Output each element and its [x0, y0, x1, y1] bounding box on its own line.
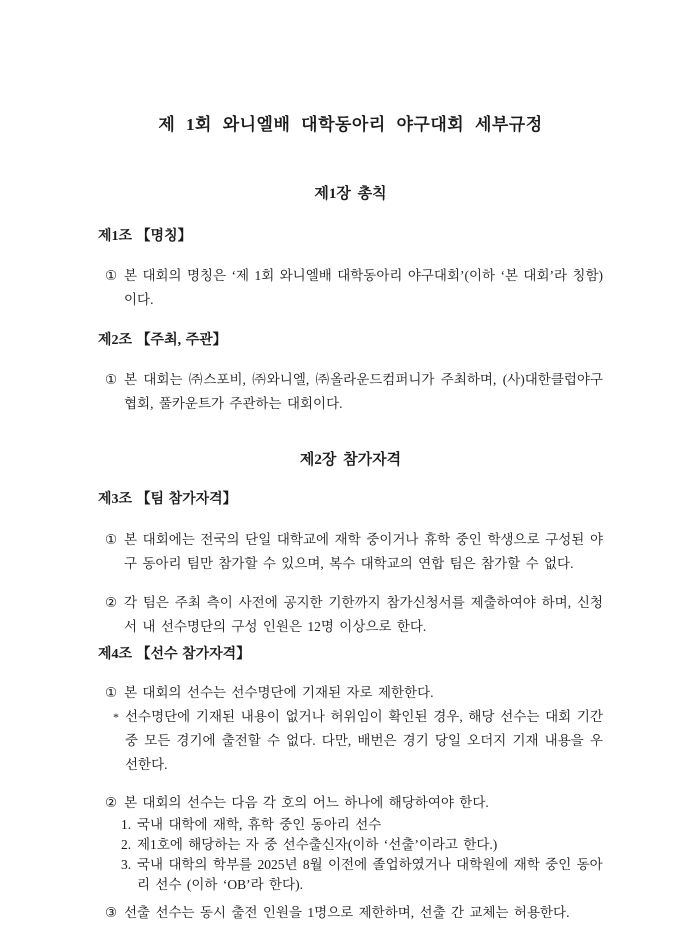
- article-2-heading: 제2조 【주최, 주관】: [98, 333, 227, 348]
- article-4-clause-2: [98, 791, 603, 895]
- chapter-2-title: 제2장 참가자격: [299, 452, 402, 468]
- list-item-text: 국내 대학에 재학, 휴학 중인 동아리 선수: [137, 817, 382, 832]
- clause-number-icon: ②: [105, 595, 118, 610]
- article-4-heading: 제4조 【선수 참가자격】: [98, 647, 251, 662]
- clause-text: 본 대회의 선수는 다음 각 호의 어느 하나에 해당하여야 한다.: [124, 795, 489, 810]
- list-item-number: 1.: [121, 817, 132, 832]
- clause-text: 본 대회의 선수는 선수명단에 기재된 자로 제한한다.: [124, 685, 434, 700]
- clause-number-icon: ①: [105, 532, 118, 547]
- clause-row: [98, 791, 603, 815]
- list-item: [121, 835, 603, 855]
- clause-footnote: [98, 705, 603, 777]
- article-3-clause-1: [98, 528, 603, 576]
- clause-row: [98, 528, 603, 576]
- list-item-number: 2.: [121, 837, 132, 852]
- article-1-clause-1: [98, 264, 603, 312]
- chapter-1-title: 제1장 총칙: [314, 186, 387, 202]
- clause-row: [98, 368, 603, 416]
- list-item: [121, 855, 603, 895]
- article-4-clause-1: [98, 681, 603, 777]
- asterisk-icon: *: [113, 710, 119, 724]
- chapter-general-provisions: [98, 185, 603, 416]
- list-item-text: 국내 대학의 학부를 2025년 8월 이전에 졸업하였거나 대학원에 재학 중인 동아리 선수 (이하 ‘OB’라 한다).: [137, 857, 603, 892]
- clause-row: [98, 901, 603, 925]
- clause-row: [98, 264, 603, 312]
- article-3-clause-2: [98, 591, 603, 639]
- list-item-text: 제1호에 해당하는 자 중 선수출신자(이하 ‘선출’이라고 한다.): [137, 837, 498, 852]
- chapter-eligibility: [98, 451, 603, 925]
- article-4-clause-3: [98, 901, 603, 925]
- clause-text: 본 대회의 명칭은 ‘제 1회 와니엘배 대학동아리 야구대회’(이하 ‘본 대회’라 칭함)이다.: [124, 268, 603, 307]
- clause-text: 각 팀은 주최 측이 사전에 공지한 기한까지 참가신청서를 제출하여야 하며, 신청서 내 선수명단의 구성 인원은 12명 이상으로 한다.: [124, 595, 603, 634]
- clause-number-icon: ①: [105, 268, 118, 283]
- clause-number-icon: ②: [105, 795, 118, 810]
- article-3-heading: 제3조 【팀 참가자격】: [98, 492, 237, 507]
- footnote-text: 선수명단에 기재된 내용이 없거나 허위임이 확인된 경우, 해당 선수는 대회 기간 중 모든 경기에 출전할 수 없다. 다만, 배번은 경기 당일 오더지 기재 내용을 우선한다.: [125, 709, 603, 772]
- clause-row: [98, 591, 603, 639]
- article-1-heading: 제1조 【명칭】: [98, 229, 192, 244]
- clause-text: 본 대회에는 전국의 단일 대학교에 재학 중이거나 휴학 중인 학생으로 구성된 야구 동아리 팀만 참가할 수 있으며, 복수 대학교의 연합 팀은 참가할 수 없다.: [124, 532, 603, 571]
- clause-number-icon: ①: [105, 372, 118, 387]
- article-2-clause-1: [98, 368, 603, 416]
- list-item: [121, 815, 603, 835]
- numbered-sub-list: [98, 815, 603, 895]
- clause-row: [98, 681, 603, 705]
- list-item-number: 3.: [121, 857, 132, 872]
- clause-number-icon: ①: [105, 685, 118, 700]
- clause-number-icon: ③: [105, 905, 118, 920]
- clause-text: 선출 선수는 동시 출전 인원을 1명으로 제한하며, 선출 간 교체는 허용한다.: [124, 905, 570, 920]
- clause-text: 본 대회는 ㈜스포비, ㈜와니엘, ㈜올라운드컴퍼니가 주최하며, (사)대한클럽야구협회, 풀카운트가 주관하는 대회이다.: [124, 372, 603, 411]
- document-title: 제 1회 와니엘배 대학동아리 야구대회 세부규정: [158, 115, 543, 134]
